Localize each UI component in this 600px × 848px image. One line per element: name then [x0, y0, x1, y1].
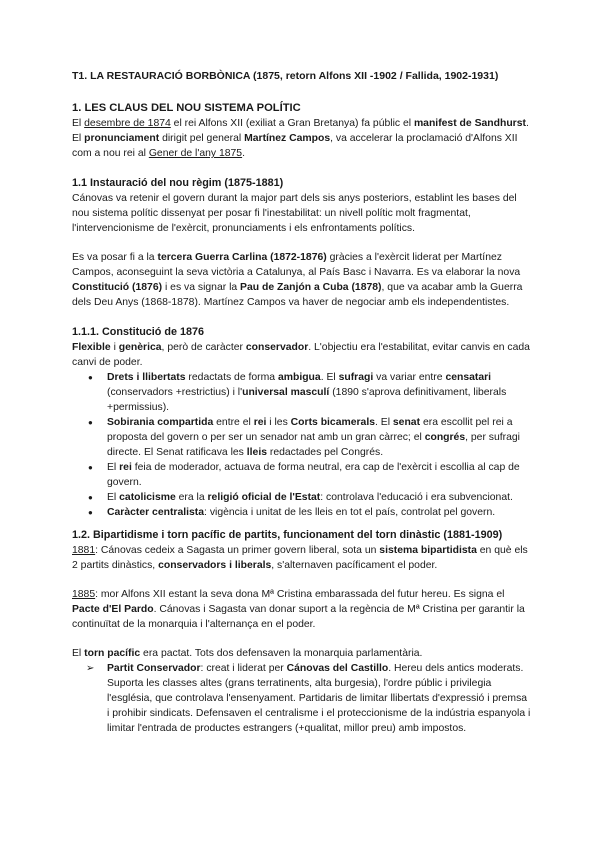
constitution-bullet-list	[72, 370, 532, 520]
document-body	[72, 100, 532, 736]
document-title: T1. LA RESTAURACIÓ BORBÒNICA (1875, retorn Alfons XII -1902 / Fallida, 1902-1931)	[72, 70, 499, 82]
section-1-1-paragraph-2: Es va posar fi a la tercera Guerra Carlina (1872-1876) gràcies a l'exèrcit liderat per Martínez Campos, aconseguint la seva victòria a Catalunya, al País Basc i Navarra. Es va elaborar la nova Constitució (1876) i es va signar la Pau de Zanjón a Cuba (1878), que va acabar amb la Guerra dels Deu Anys (1868-1878). Martínez Campos va haver de negociar amb els independentistes.	[72, 252, 523, 308]
section-1-1-paragraph-1: Cánovas va retenir el govern durant la major part dels sis anys posteriors, establint les bases del nou sistema polític dissenyat per posar fi l'inestabilitat: un nivell polític molt fragmentat, l'intervencionisme de l'exèrcit, pronunciaments i els enfrontaments polítics.	[72, 193, 517, 234]
section-1-2-paragraph-2: 1885: mor Alfons XII estant la seva dona Mª Cristina embarassada del futur hereu. Es signa el Pacte d'El Pardo. Cánovas i Sagasta van donar suport a la regència de Mª Cristina per garantir la continuïtat de la monarquia i l'alternança en el poder.	[72, 589, 525, 630]
date-link: desembre de 1874	[84, 118, 171, 129]
section-1-1-1-heading: 1.1.1. Constitució de 1876	[72, 326, 205, 338]
party-arrow-list	[72, 661, 532, 736]
list-item: ➢ Partit Conservador: creat i liderat per Cánovas del Castillo. Hereu dels antics moderats. Suporta les classes altes (grans terratinents, alta burgesia), l'ordre públic i privilegia l'església, que controlava l'ensenyament. Partidaris de limitar llibertats d'expressió i premsa i prohibir sindicats. Defensaven el centralisme i el proteccionisme de la indústria espanyola i limitar l'entrada de productes estrangers (+qualitat, millor preu) amb impostos.	[72, 661, 532, 736]
section-1-2-paragraph-1: 1881: Cánovas cedeix a Sagasta un primer govern liberal, sota un sistema bipartidista en què els 2 partits dinàstics, conservadors i liberals, s'alternaven pacíficament el poder.	[72, 545, 528, 571]
list-item: ● El catolicisme era la religió oficial de l'Estat: controlava l'educació i era subvencionat.	[72, 490, 532, 505]
list-item: ● Sobirania compartida entre el rei i les Corts bicamerals. El senat era escollit pel rei a proposta del govern o per ser un senador nat amb un gran càrrec; el congrés, per sufragi directe. El Senat ratificava les lleis redactades pel Congrés.	[72, 415, 532, 460]
list-item: ● El rei feia de moderador, actuava de forma neutral, era cap de l'exèrcit i escollia al cap de govern.	[72, 460, 532, 490]
list-item: ● Caràcter centralista: vigència i unitat de les lleis en tot el país, controlat pel govern.	[72, 505, 532, 520]
section-1-heading: 1. LES CLAUS DEL NOU SISTEMA POLÍTIC	[72, 102, 301, 114]
list-item: ● Drets i llibertats redactats de forma ambigua. El sufragi va variar entre censatari (conservadors +restrictius) i l'universal masculí (1890 s'aprova definitivament, liberals +permissius).	[72, 370, 532, 415]
section-1-paragraph: El desembre de 1874 el rei Alfons XII (exiliat a Gran Bretanya) fa públic el manifest de Sandhurst. El pronunciament dirigit pel general Martínez Campos, va accelerar la proclamació d'Alfons XII com a nou rei al Gener de l'any 1875.	[72, 118, 529, 159]
section-1-1-1-intro: Flexible i genèrica, però de caràcter conservador. L'objectiu era l'estabilitat, evitar canvis en cada canvi de poder.	[72, 342, 530, 368]
section-1-1-heading: 1.1 Instauració del nou règim (1875-1881)	[72, 177, 284, 189]
section-1-2-heading: 1.2. Bipartidisme i torn pacífic de partits, funcionament del torn dinàstic (1881-1909)	[72, 529, 503, 541]
section-1-2-paragraph-3: El torn pacífic era pactat. Tots dos defensaven la monarquia parlamentària.	[72, 648, 423, 659]
